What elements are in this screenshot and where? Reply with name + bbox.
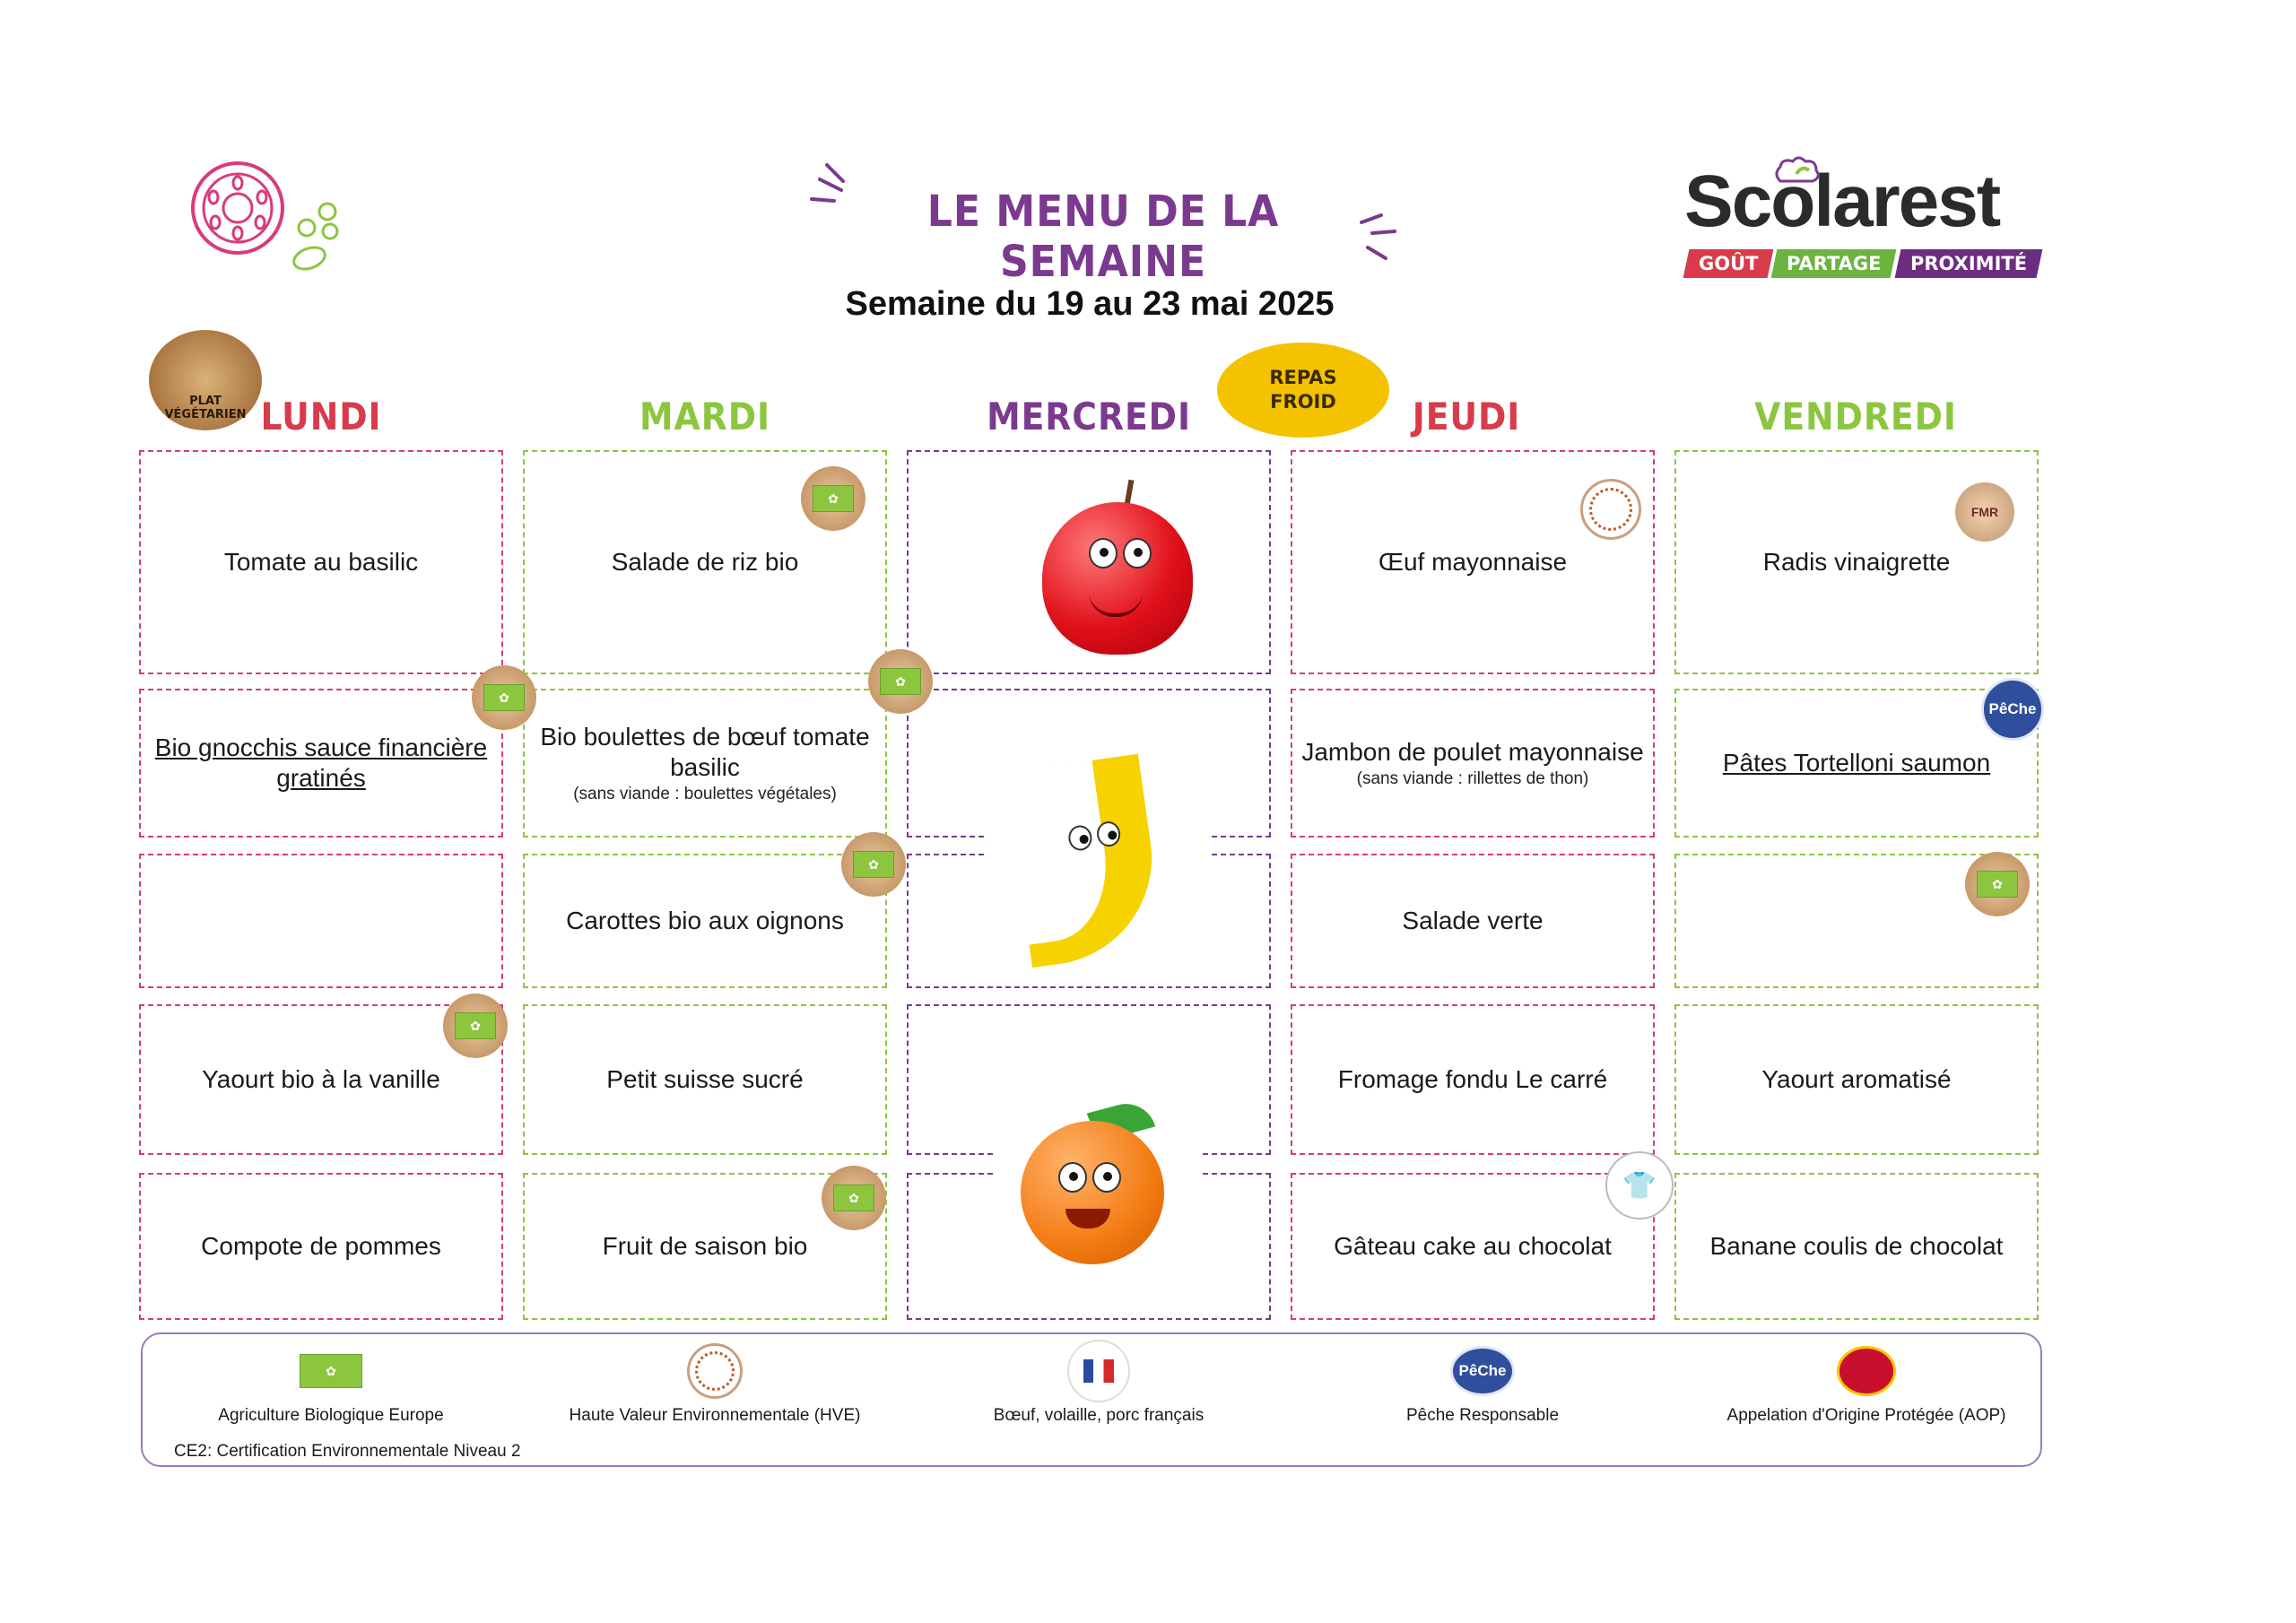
eye-icon — [1058, 1162, 1087, 1193]
legend-label: Haute Valeur Environnementale (HVE) — [569, 1406, 861, 1425]
menu-cell-vendredi-dessert — [1674, 1173, 2039, 1320]
dish-note: (sans viande : boulettes végétales) — [573, 785, 837, 803]
dish-label: Œuf mayonnaise — [1378, 548, 1568, 576]
tag-gout: GOÛT — [1683, 249, 1774, 278]
chef-hat-icon — [1771, 154, 1825, 185]
menu-cell-jeudi-plat — [1291, 689, 1655, 838]
menu-cell-jeudi-accomp — [1291, 854, 1655, 988]
dish-label: Salade verte — [1402, 907, 1544, 934]
menu-cell-lundi-accomp — [139, 854, 503, 988]
veg-badge-line-1: PLAT — [189, 395, 222, 408]
organic-leaf-icon: ✿ — [801, 466, 865, 531]
organic-leaf-icon: ✿ — [443, 994, 508, 1058]
organic-leaf-icon: ✿ — [472, 665, 536, 730]
dish-label: Fromage fondu Le carré — [1337, 1065, 1608, 1093]
organic-leaf-icon: ✿ — [1965, 852, 2030, 916]
menu-cell-jeudi-laitage — [1291, 1004, 1655, 1155]
menu-cell-mardi-accomp — [523, 854, 887, 988]
eye-icon — [1067, 824, 1094, 852]
brand-tagline — [1686, 249, 2043, 278]
aop-seal-icon — [1834, 1347, 1899, 1395]
dish-label: Salade de riz bio — [611, 548, 799, 576]
chef-jacket-icon: 👕 — [1605, 1151, 1674, 1219]
title-block — [807, 161, 1399, 287]
menu-cell-mardi-laitage — [523, 1004, 887, 1155]
dish-label: Compote de pommes — [201, 1232, 441, 1260]
menu-cell-lundi-plat — [139, 689, 503, 838]
legend-item-bio — [143, 1347, 519, 1426]
organic-leaf-icon: ✿ — [822, 1166, 886, 1230]
french-flag-icon — [1066, 1347, 1131, 1395]
brand-name: Scolarest — [1684, 161, 2000, 242]
responsible-fishing-icon: PêChe — [1450, 1347, 1515, 1395]
week-range: Semaine du 19 au 23 mai 2025 — [845, 285, 1335, 323]
legend-label: Agriculture Biologique Europe — [218, 1406, 444, 1425]
day-jeudi: JEUDI — [1412, 395, 1521, 438]
dish-note: (sans viande : rillettes de thon) — [1356, 769, 1589, 788]
legend-label: Pêche Responsable — [1405, 1406, 1560, 1425]
eu-organic-leaf-icon: ✿ — [299, 1347, 363, 1395]
menu-cell-mardi-plat — [523, 689, 887, 838]
dish-label: Banane coulis de chocolat — [1709, 1232, 2004, 1260]
tomato-logo-icon — [188, 161, 359, 278]
eye-icon — [1089, 538, 1118, 568]
dish-label: Yaourt aromatisé — [1761, 1065, 1952, 1093]
scolarest-logo — [1677, 160, 2036, 285]
menu-cell-vendredi-laitage — [1674, 1004, 2039, 1155]
legend-label: Appelation d'Origine Protégée (AOP) — [1726, 1406, 2006, 1425]
eye-icon — [1123, 538, 1152, 568]
day-vendredi: VENDREDI — [1754, 395, 1957, 438]
tag-proximite: PROXIMITÉ — [1895, 249, 2043, 278]
smile-icon — [1089, 592, 1143, 617]
menu-cell-lundi-entree — [139, 450, 503, 674]
dish-label: Yaourt bio à la vanille — [202, 1065, 440, 1093]
fmr-badge-icon: FMR — [1955, 482, 2014, 542]
dish-label: Gâteau cake au chocolat — [1334, 1232, 1612, 1260]
organic-leaf-icon: ✿ — [841, 832, 906, 897]
eye-icon — [1092, 1162, 1121, 1193]
legend-item-peche — [1294, 1347, 1671, 1426]
dish-label: Pâtes Tortelloni saumon — [1722, 749, 1991, 777]
day-mardi: MARDI — [639, 395, 770, 438]
menu-cell-jeudi-dessert — [1291, 1173, 1655, 1320]
dish-label: Jambon de poulet mayonnaise — [1301, 738, 1644, 766]
eye-icon — [1095, 820, 1122, 847]
dish-label: Tomate au basilic — [223, 548, 419, 576]
day-lundi: LUNDI — [260, 395, 382, 438]
dish-label: Petit suisse sucré — [606, 1065, 804, 1093]
legend-item-hve — [526, 1347, 903, 1426]
ce2-note: CE2: Certification Environnementale Niveau 2 — [174, 1442, 521, 1461]
dish-label: Carottes bio aux oignons — [566, 907, 844, 934]
orange-character-icon — [1021, 1121, 1164, 1264]
peche-responsable-icon: PêChe — [1981, 678, 2044, 741]
legend-item-aop — [1678, 1347, 2055, 1426]
dish-label: Bio boulettes de bœuf tomate basilic — [540, 723, 870, 781]
page-title: LE MENU DE LA SEMAINE — [926, 187, 1280, 287]
dish-label: Bio gnocchis sauce financière gratinés — [154, 733, 488, 792]
legend-panel — [141, 1332, 2042, 1467]
day-mercredi: MERCREDI — [987, 395, 1191, 438]
repas-froid-line-1: REPAS — [1269, 367, 1337, 388]
organic-leaf-icon: ✿ — [868, 649, 933, 714]
smile-icon — [1065, 1209, 1110, 1228]
apple-character-icon — [1042, 502, 1193, 655]
dish-label: Radis vinaigrette — [1762, 548, 1951, 576]
dish-label: Fruit de saison bio — [602, 1232, 808, 1260]
veg-badge-line-2: VÉGÉTARIEN — [164, 408, 247, 421]
hve-seal-icon — [683, 1347, 747, 1395]
legend-item-france — [910, 1347, 1287, 1426]
repas-froid-line-2: FROID — [1270, 391, 1336, 412]
hve-seal-icon — [1580, 479, 1641, 540]
tag-partage: PARTAGE — [1771, 249, 1897, 278]
menu-cell-lundi-dessert — [139, 1173, 503, 1320]
legend-label: Bœuf, volaille, porc français — [993, 1406, 1205, 1425]
